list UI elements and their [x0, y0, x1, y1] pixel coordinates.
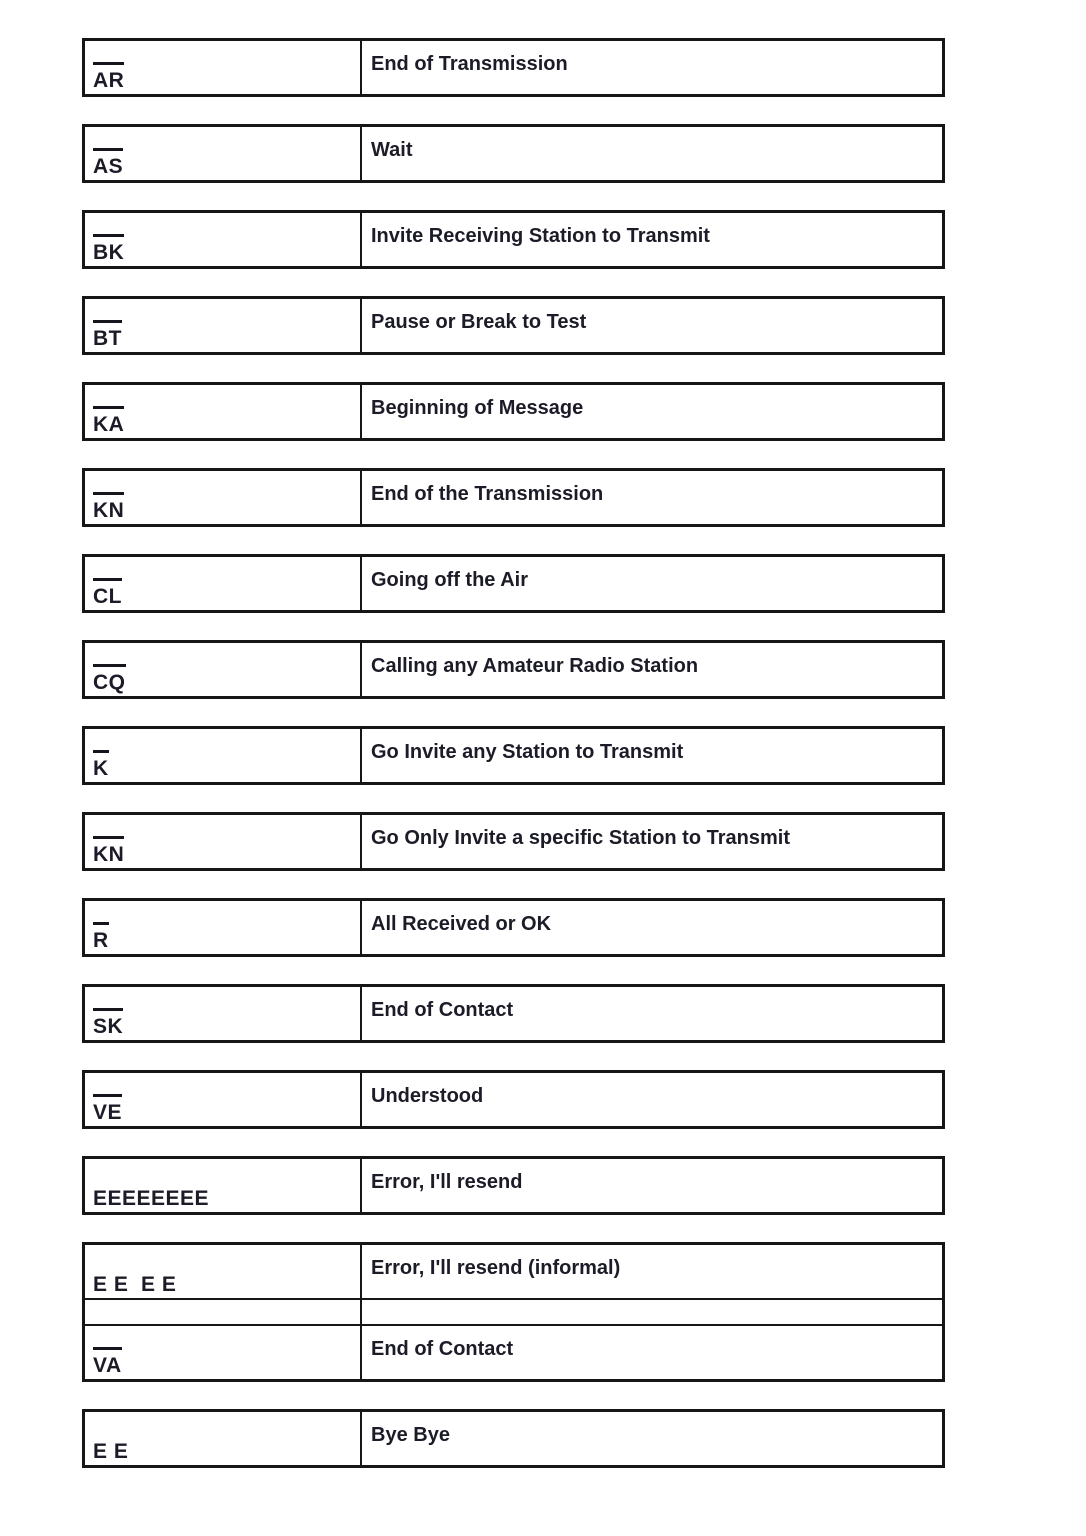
table-row — [85, 901, 942, 954]
prosign-meaning-cell — [362, 1159, 942, 1212]
table-row — [85, 729, 942, 782]
prosign-code — [93, 1094, 122, 1123]
prosign-code-cell — [85, 901, 362, 954]
overline-bar — [93, 492, 124, 495]
table-row — [85, 815, 942, 868]
prosign-code-cell — [85, 729, 362, 782]
prosign-code-cell — [85, 557, 362, 610]
table-block — [82, 640, 945, 699]
prosign-code — [93, 406, 124, 435]
table-block — [82, 898, 945, 957]
prosign-letters: BT — [93, 327, 122, 350]
table-block — [82, 1409, 945, 1468]
prosign-code — [93, 492, 124, 521]
prosign-code-cell — [85, 643, 362, 696]
prosign-code — [93, 922, 109, 951]
table-block — [82, 812, 945, 871]
prosign-code — [93, 750, 109, 779]
prosign-meaning-cell — [362, 213, 942, 266]
table-block — [82, 296, 945, 355]
prosign-code-cell — [85, 1159, 362, 1212]
prosign-letters: SK — [93, 1015, 124, 1038]
prosign-meaning: Pause or Break to Test — [371, 311, 587, 333]
table-row — [85, 213, 942, 266]
table-block — [82, 1242, 945, 1382]
table-block — [82, 1070, 945, 1129]
prosign-code-cell — [85, 1245, 362, 1298]
table-row — [85, 1324, 942, 1379]
overline-bar — [93, 1094, 122, 1097]
table-block — [82, 210, 945, 269]
prosign-meaning: End of the Transmission — [371, 483, 604, 505]
overline-bar — [93, 1347, 122, 1350]
table-row — [85, 557, 942, 610]
prosign-code — [93, 234, 124, 263]
prosign-code — [93, 320, 122, 349]
table-block — [82, 468, 945, 527]
prosign-code-cell — [85, 1073, 362, 1126]
prosign-code-cell — [85, 299, 362, 352]
prosign-meaning-cell — [362, 1073, 942, 1126]
table-row — [85, 1412, 942, 1465]
prosign-meaning: Go Only Invite a specific Station to Transmit — [371, 827, 790, 849]
prosign-letters: KN — [93, 499, 125, 522]
prosign-meaning-cell — [362, 471, 942, 524]
prosign-code-cell — [85, 815, 362, 868]
table-row — [85, 385, 942, 438]
prosign-code — [93, 1008, 123, 1037]
prosign-meaning-cell — [362, 1300, 942, 1324]
prosign-letters: EEEEEEEE — [93, 1187, 210, 1210]
prosign-meaning-cell — [362, 557, 942, 610]
table-block — [82, 382, 945, 441]
prosign-code — [93, 664, 126, 693]
prosign-code — [93, 1441, 128, 1462]
prosign-code — [93, 836, 124, 865]
prosign-meaning-cell — [362, 385, 942, 438]
prosign-meaning-cell — [362, 815, 942, 868]
prosign-letters: R — [93, 929, 109, 952]
prosign-letters: BK — [93, 241, 125, 264]
prosign-meaning-cell — [362, 901, 942, 954]
prosign-code — [93, 148, 123, 177]
prosign-meaning: All Received or OK — [371, 913, 552, 935]
table-row — [85, 471, 942, 524]
overline-bar — [93, 836, 124, 839]
overline-bar — [93, 1008, 123, 1011]
prosign-code — [93, 1347, 122, 1376]
table-row — [85, 643, 942, 696]
prosign-meaning: Going off the Air — [371, 569, 529, 591]
prosign-meaning: Wait — [371, 139, 413, 161]
prosign-letters: VA — [93, 1354, 122, 1377]
prosign-meaning-cell — [362, 299, 942, 352]
table-row — [85, 1073, 942, 1126]
prosign-meaning: Invite Receiving Station to Transmit — [371, 225, 710, 247]
table-row — [85, 1298, 942, 1324]
prosign-code — [93, 62, 124, 91]
prosign-meaning: Bye Bye — [371, 1424, 450, 1446]
prosign-letters: CQ — [93, 671, 126, 694]
prosign-meaning: Error, I'll resend — [371, 1171, 523, 1193]
prosign-code-cell — [85, 213, 362, 266]
prosign-letters: KA — [93, 413, 125, 436]
overline-bar — [93, 406, 124, 409]
prosign-code — [93, 578, 122, 607]
table-row — [85, 127, 942, 180]
prosign-meaning: Beginning of Message — [371, 397, 584, 419]
overline-bar — [93, 664, 126, 667]
prosign-letters: E E E E — [93, 1273, 177, 1296]
prosign-code — [93, 1188, 209, 1209]
table-row — [85, 1245, 942, 1298]
prosign-code-cell — [85, 127, 362, 180]
prosign-code-cell — [85, 987, 362, 1040]
overline-bar — [93, 62, 124, 65]
prosign-meaning: Error, I'll resend (informal) — [371, 1257, 621, 1279]
prosign-meaning: End of Contact — [371, 999, 514, 1021]
prosign-code-cell — [85, 1326, 362, 1379]
prosign-code-cell — [85, 385, 362, 438]
prosign-letters: AR — [93, 69, 125, 92]
table-row — [85, 987, 942, 1040]
prosign-letters: E E — [93, 1440, 129, 1463]
prosign-table — [82, 38, 945, 1495]
overline-bar — [93, 578, 122, 581]
prosign-meaning-cell — [362, 729, 942, 782]
prosign-meaning-cell — [362, 127, 942, 180]
prosign-letters: KN — [93, 843, 125, 866]
prosign-meaning: Go Invite any Station to Transmit — [371, 741, 684, 763]
prosign-meaning: Understood — [371, 1085, 484, 1107]
table-row — [85, 1159, 942, 1212]
table-block — [82, 726, 945, 785]
overline-bar — [93, 148, 123, 151]
overline-bar — [93, 922, 109, 925]
overline-bar — [93, 750, 109, 753]
table-row — [85, 299, 942, 352]
table-block — [82, 554, 945, 613]
table-block — [82, 38, 945, 97]
prosign-meaning-cell — [362, 987, 942, 1040]
table-block — [82, 124, 945, 183]
prosign-code-cell — [85, 1412, 362, 1465]
prosign-meaning-cell — [362, 41, 942, 94]
prosign-code — [93, 1274, 176, 1295]
prosign-meaning: End of Transmission — [371, 53, 568, 75]
prosign-meaning-cell — [362, 1245, 942, 1298]
prosign-meaning: Calling any Amateur Radio Station — [371, 655, 699, 677]
overline-bar — [93, 234, 124, 237]
table-block — [82, 1156, 945, 1215]
table-row — [85, 41, 942, 94]
table-block — [82, 984, 945, 1043]
prosign-meaning: End of Contact — [371, 1338, 514, 1360]
prosign-code-cell — [85, 1300, 362, 1324]
prosign-meaning-cell — [362, 1326, 942, 1379]
prosign-letters: VE — [93, 1101, 123, 1124]
prosign-letters: CL — [93, 585, 122, 608]
prosign-meaning-cell — [362, 643, 942, 696]
prosign-meaning-cell — [362, 1412, 942, 1465]
prosign-code-cell — [85, 41, 362, 94]
overline-bar — [93, 320, 122, 323]
prosign-code-cell — [85, 471, 362, 524]
prosign-letters: AS — [93, 155, 124, 178]
prosign-letters: K — [93, 757, 109, 780]
